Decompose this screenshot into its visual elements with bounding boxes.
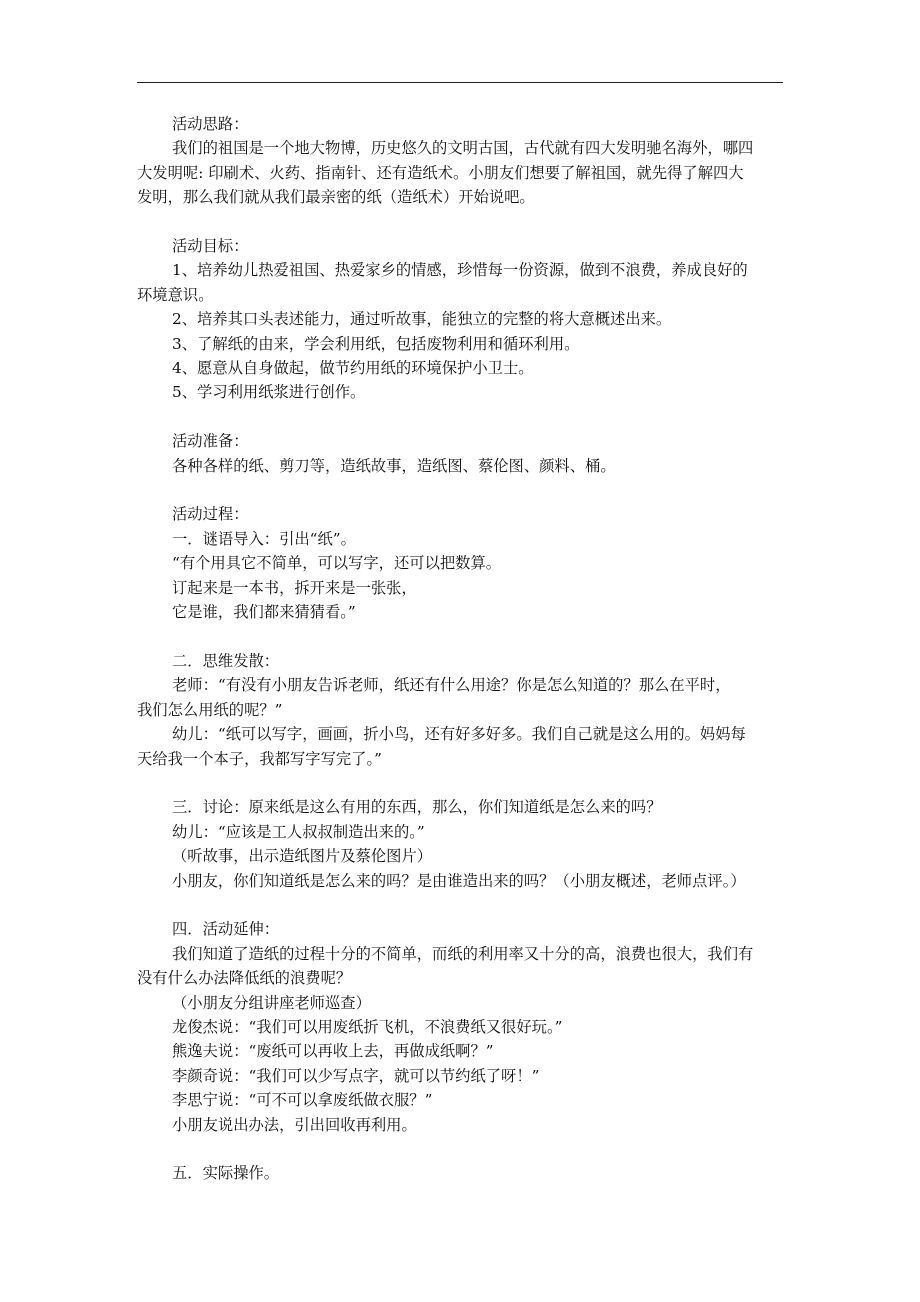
blank-line <box>137 893 783 917</box>
blank-line <box>137 771 783 795</box>
dialogue-line: 龙俊杰说：“我们可以用废纸折飞机，不浪费纸又很好玩。” <box>172 1017 563 1036</box>
document-body <box>137 112 783 1186</box>
section-heading-goals: 活动目标： <box>172 237 249 256</box>
blank-line <box>137 405 783 429</box>
dialogue-line: 熊逸夫说：“废纸可以再收上去，再做成纸啊？” <box>172 1042 494 1061</box>
paragraph-line: 没有什么办法降低纸的浪费呢？ <box>137 969 352 988</box>
section-heading-preparation: 活动准备： <box>172 432 249 451</box>
step-heading: 一．谜语导入：引出“纸”。 <box>172 529 356 548</box>
section-heading-approach: 活动思路： <box>172 115 249 133</box>
blank-line <box>137 478 783 502</box>
paragraph-line: 我们怎么用纸的呢？” <box>137 700 283 719</box>
paragraph-line: 小朋友说出办法，引出回收再利用。 <box>172 1115 417 1134</box>
paragraph-line: 天给我一个本子，我都写字写完了。” <box>137 749 382 768</box>
riddle-line: “有个用具它不简单，可以写字，还可以把数算。 <box>172 554 502 573</box>
dialogue-line: 幼儿：“应该是工人叔叔制造出来的。” <box>172 822 425 841</box>
paragraph-line: 环境意识。 <box>137 285 214 304</box>
dialogue-line: 李思宁说：“可不可以拿废纸做衣服？” <box>172 1091 433 1110</box>
paragraph-line: 各种各样的纸、剪刀等，造纸故事，造纸图、蔡伦图、颜料、桶。 <box>172 456 616 475</box>
blank-line <box>137 624 783 648</box>
paragraph-line: 小朋友，你们知道纸是怎么来的吗？是由谁造出来的吗？（小朋友概述，老师点评。） <box>172 871 746 890</box>
riddle-line: 它是谁，我们都来猜猜看。” <box>172 603 356 622</box>
step-heading: 四．活动延伸： <box>172 920 280 939</box>
section-heading-process: 活动过程： <box>172 505 249 524</box>
dialogue-line: 老师：“有没有小朋友告诉老师，纸还有什么用途？你是怎么知道的？那么在平时， <box>172 676 731 695</box>
paragraph-line: （小朋友分组讲座老师巡查） <box>172 993 371 1012</box>
dialogue-line: 李颜奇说：“我们可以少写点字，就可以节约纸了呀！” <box>172 1066 540 1085</box>
paragraph-line: 我们知道了造纸的过程十分的不简单，而纸的利用率又十分的高，浪费也很大，我们有 <box>172 944 754 963</box>
step-heading: 三．讨论：原来纸是这么有用的东西，那么，你们知道纸是怎么来的吗？ <box>172 798 662 817</box>
paragraph-line: （听故事，出示造纸图片及蔡伦图片） <box>172 847 433 866</box>
dialogue-line: 幼儿：“纸可以写字，画画，折小鸟，还有好多好多。我们自己就是这么用的。妈妈每 <box>172 725 746 744</box>
blank-line <box>137 210 783 234</box>
paragraph-line: 发明，那么我们就从我们最亲密的纸（造纸术）开始说吧。 <box>137 188 535 207</box>
list-item: 2、培养其口头表述能力，通过听故事，能独立的完整的将大意概述出来。 <box>172 310 672 329</box>
list-item: 4、愿意从自身做起，做节约用纸的环境保护小卫士。 <box>172 359 534 378</box>
paragraph-line: 我们的祖国是一个地大物博，历史悠久的文明古国，古代就有四大发明驰名海外，哪四 <box>172 139 754 158</box>
blank-line <box>137 1137 783 1161</box>
riddle-line: 订起来是一本书，拆开来是一张张， <box>172 578 417 597</box>
step-heading: 二．思维发散： <box>172 651 280 670</box>
step-heading: 五．实际操作。 <box>172 1164 280 1183</box>
list-item: 5、学习利用纸浆进行创作。 <box>172 383 366 402</box>
list-item: 1、培养幼儿热爱祖国、热爱家乡的情感，珍惜每一份资源，做到不浪费，养成良好的 <box>172 261 748 280</box>
paragraph-line: 大发明呢: 印刷术、火药、指南针、还有造纸术。小朋友们想要了解祖国，就先得了解四大 <box>137 163 744 182</box>
header-rule <box>137 82 783 83</box>
list-item: 3、了解纸的由来，学会利用纸，包括废物利用和循环利用。 <box>172 334 580 353</box>
